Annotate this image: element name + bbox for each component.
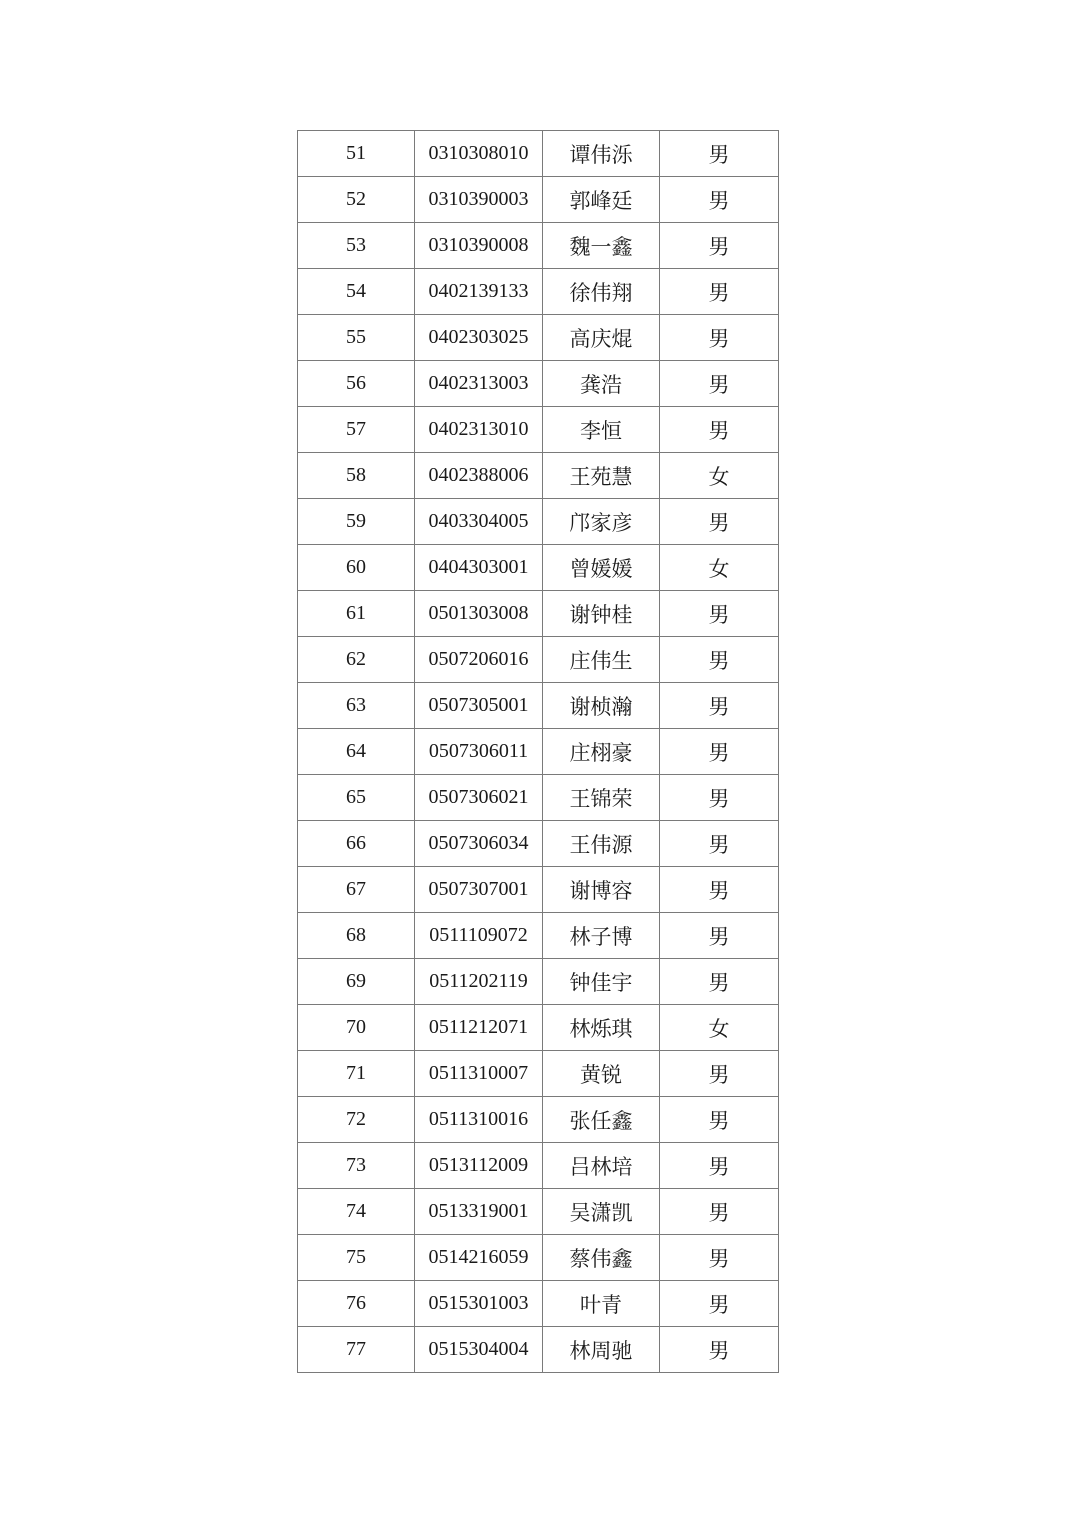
student-id-cell: 0507307001 [415, 867, 543, 913]
student-id-cell: 0513112009 [415, 1143, 543, 1189]
name-cell: 林烁琪 [543, 1005, 660, 1051]
gender-cell: 男 [660, 1097, 779, 1143]
row-number-cell: 54 [298, 269, 415, 315]
row-number-cell: 60 [298, 545, 415, 591]
gender-cell: 男 [660, 499, 779, 545]
student-id-cell: 0507306034 [415, 821, 543, 867]
student-id-cell: 0511202119 [415, 959, 543, 1005]
row-number-cell: 76 [298, 1281, 415, 1327]
name-cell: 谢钟桂 [543, 591, 660, 637]
name-cell: 吴潇凯 [543, 1189, 660, 1235]
name-cell: 王苑慧 [543, 453, 660, 499]
row-number-cell: 69 [298, 959, 415, 1005]
name-cell: 林子博 [543, 913, 660, 959]
table-row [298, 1327, 779, 1373]
name-cell: 王伟源 [543, 821, 660, 867]
table-row [298, 315, 779, 361]
gender-cell: 男 [660, 131, 779, 177]
table-row [298, 867, 779, 913]
gender-cell: 男 [660, 269, 779, 315]
name-cell: 谭伟泺 [543, 131, 660, 177]
student-id-cell: 0402313010 [415, 407, 543, 453]
student-id-cell: 0511310016 [415, 1097, 543, 1143]
gender-cell: 男 [660, 1051, 779, 1097]
gender-cell: 男 [660, 1143, 779, 1189]
student-id-cell: 0507306021 [415, 775, 543, 821]
table-row [298, 131, 779, 177]
name-cell: 高庆焜 [543, 315, 660, 361]
student-id-cell: 0404303001 [415, 545, 543, 591]
name-cell: 邝家彦 [543, 499, 660, 545]
gender-cell: 男 [660, 959, 779, 1005]
name-cell: 蔡伟鑫 [543, 1235, 660, 1281]
row-number-cell: 64 [298, 729, 415, 775]
name-cell: 谢博容 [543, 867, 660, 913]
student-id-cell: 0310308010 [415, 131, 543, 177]
name-cell: 谢桢瀚 [543, 683, 660, 729]
gender-cell: 男 [660, 591, 779, 637]
table-row [298, 1235, 779, 1281]
student-id-cell: 0310390003 [415, 177, 543, 223]
student-id-cell: 0507206016 [415, 637, 543, 683]
table-row [298, 1097, 779, 1143]
table-row [298, 545, 779, 591]
gender-cell: 男 [660, 361, 779, 407]
table-row [298, 177, 779, 223]
table-row [298, 1281, 779, 1327]
name-cell: 徐伟翔 [543, 269, 660, 315]
gender-cell: 男 [660, 637, 779, 683]
student-id-cell: 0402303025 [415, 315, 543, 361]
student-id-cell: 0507306011 [415, 729, 543, 775]
name-cell: 庄栩豪 [543, 729, 660, 775]
row-number-cell: 72 [298, 1097, 415, 1143]
student-id-cell: 0402139133 [415, 269, 543, 315]
gender-cell: 男 [660, 683, 779, 729]
table-row [298, 361, 779, 407]
row-number-cell: 61 [298, 591, 415, 637]
name-cell: 曾媛媛 [543, 545, 660, 591]
row-number-cell: 70 [298, 1005, 415, 1051]
student-id-cell: 0515301003 [415, 1281, 543, 1327]
gender-cell: 男 [660, 1327, 779, 1373]
row-number-cell: 57 [298, 407, 415, 453]
student-id-cell: 0402388006 [415, 453, 543, 499]
table-row [298, 223, 779, 269]
table-row [298, 1143, 779, 1189]
name-cell: 李恒 [543, 407, 660, 453]
student-id-cell: 0515304004 [415, 1327, 543, 1373]
row-number-cell: 55 [298, 315, 415, 361]
student-id-cell: 0501303008 [415, 591, 543, 637]
name-cell: 张任鑫 [543, 1097, 660, 1143]
row-number-cell: 77 [298, 1327, 415, 1373]
table-row [298, 683, 779, 729]
row-number-cell: 53 [298, 223, 415, 269]
gender-cell: 女 [660, 545, 779, 591]
row-number-cell: 56 [298, 361, 415, 407]
row-number-cell: 68 [298, 913, 415, 959]
table-row [298, 729, 779, 775]
name-cell: 钟佳宇 [543, 959, 660, 1005]
row-number-cell: 58 [298, 453, 415, 499]
gender-cell: 男 [660, 775, 779, 821]
name-cell: 吕林培 [543, 1143, 660, 1189]
gender-cell: 男 [660, 177, 779, 223]
student-id-cell: 0402313003 [415, 361, 543, 407]
name-cell: 王锦荣 [543, 775, 660, 821]
name-cell: 黄锐 [543, 1051, 660, 1097]
table-row [298, 821, 779, 867]
gender-cell: 男 [660, 913, 779, 959]
student-id-cell: 0511212071 [415, 1005, 543, 1051]
row-number-cell: 75 [298, 1235, 415, 1281]
name-cell: 郭峰廷 [543, 177, 660, 223]
row-number-cell: 73 [298, 1143, 415, 1189]
table-row [298, 407, 779, 453]
gender-cell: 男 [660, 223, 779, 269]
table-row [298, 959, 779, 1005]
row-number-cell: 59 [298, 499, 415, 545]
student-id-cell: 0513319001 [415, 1189, 543, 1235]
student-id-cell: 0310390008 [415, 223, 543, 269]
name-cell: 龚浩 [543, 361, 660, 407]
table-row [298, 1189, 779, 1235]
student-id-cell: 0403304005 [415, 499, 543, 545]
row-number-cell: 65 [298, 775, 415, 821]
roster-table-body [298, 131, 779, 1373]
row-number-cell: 67 [298, 867, 415, 913]
row-number-cell: 63 [298, 683, 415, 729]
gender-cell: 男 [660, 407, 779, 453]
row-number-cell: 52 [298, 177, 415, 223]
student-id-cell: 0511310007 [415, 1051, 543, 1097]
name-cell: 庄伟生 [543, 637, 660, 683]
row-number-cell: 66 [298, 821, 415, 867]
row-number-cell: 71 [298, 1051, 415, 1097]
table-row [298, 775, 779, 821]
table-row [298, 453, 779, 499]
student-id-cell: 0507305001 [415, 683, 543, 729]
name-cell: 林周驰 [543, 1327, 660, 1373]
row-number-cell: 62 [298, 637, 415, 683]
roster-table [297, 130, 779, 1373]
row-number-cell: 51 [298, 131, 415, 177]
table-row [298, 1051, 779, 1097]
gender-cell: 女 [660, 453, 779, 499]
name-cell: 叶青 [543, 1281, 660, 1327]
table-row [298, 269, 779, 315]
table-row [298, 1005, 779, 1051]
gender-cell: 男 [660, 729, 779, 775]
table-row [298, 591, 779, 637]
gender-cell: 男 [660, 1189, 779, 1235]
table-row [298, 499, 779, 545]
gender-cell: 女 [660, 1005, 779, 1051]
gender-cell: 男 [660, 315, 779, 361]
table-row [298, 913, 779, 959]
table-row [298, 637, 779, 683]
gender-cell: 男 [660, 821, 779, 867]
row-number-cell: 74 [298, 1189, 415, 1235]
gender-cell: 男 [660, 867, 779, 913]
student-id-cell: 0514216059 [415, 1235, 543, 1281]
gender-cell: 男 [660, 1235, 779, 1281]
student-id-cell: 0511109072 [415, 913, 543, 959]
name-cell: 魏一鑫 [543, 223, 660, 269]
gender-cell: 男 [660, 1281, 779, 1327]
